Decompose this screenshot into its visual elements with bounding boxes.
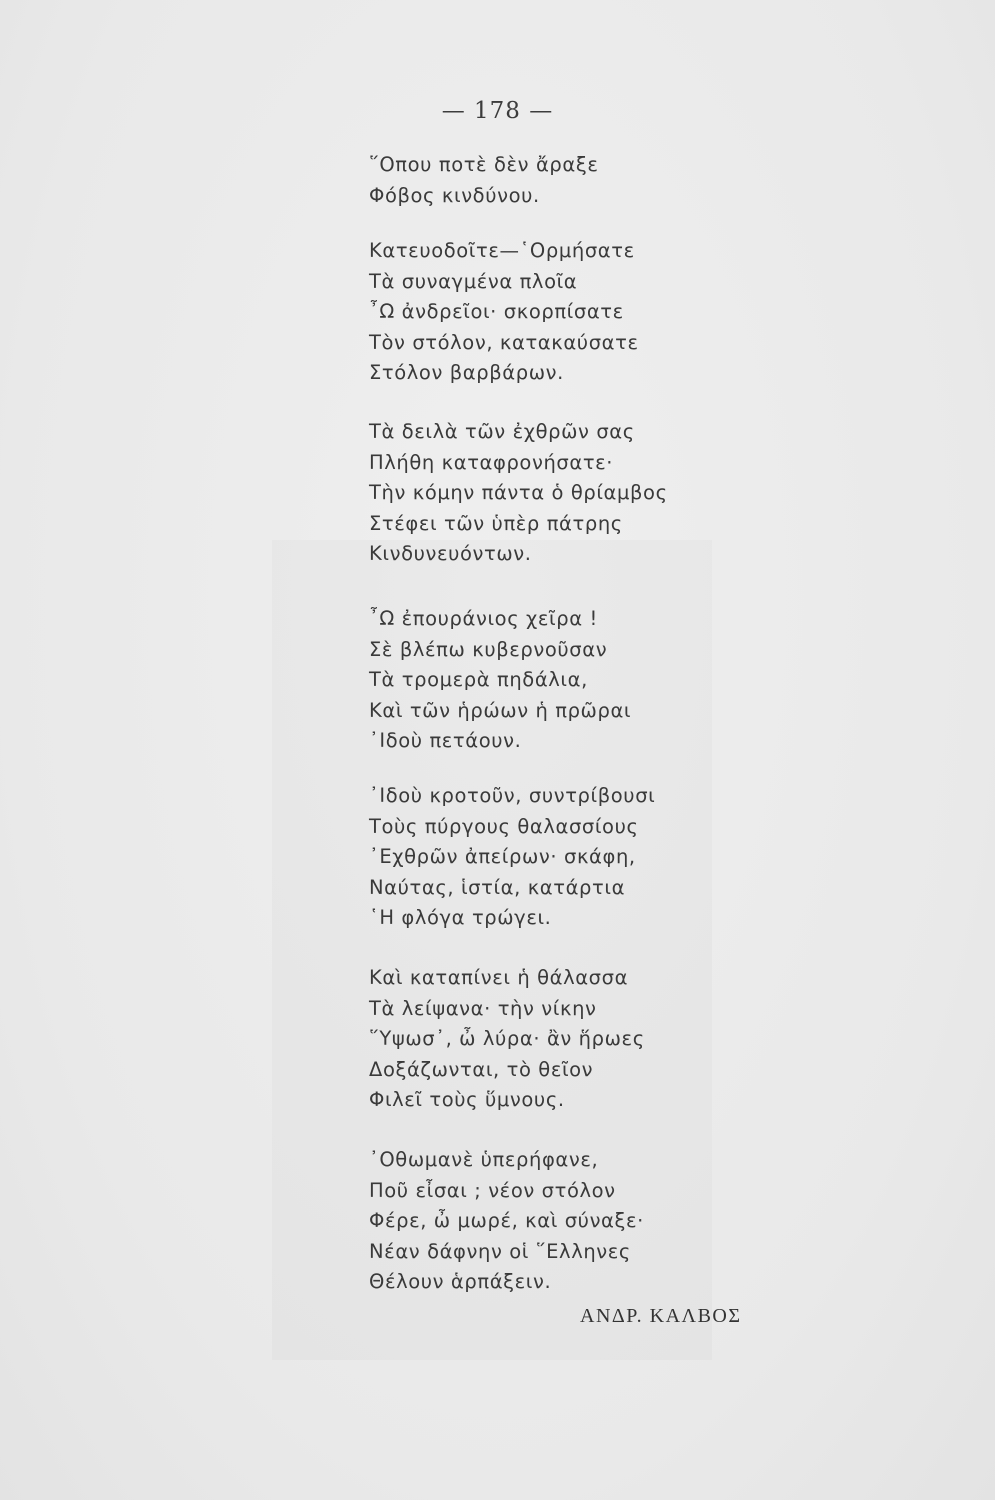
poem-line: ᾿Ιδοὺ πετάουν.: [369, 729, 522, 752]
poem-line: Δοξάζωνται, τὸ θεῖον: [369, 1057, 594, 1081]
poem-line: ῏Ω ἐπουράνιος χεῖρα !: [369, 607, 598, 630]
poem-line: Ναύτας, ἱστία, κατάρτια: [369, 875, 626, 899]
poem-line: Τοὺς πύργους θαλασσίους: [369, 814, 639, 838]
stanza-4: [369, 604, 631, 757]
author-signature: ΑΝΔΡ. ΚΑΛΒΟΣ: [580, 1305, 742, 1327]
poem-line: Καὶ καταπίνει ἡ θάλασσα: [369, 966, 629, 989]
poem-line: Σὲ βλέπω κυβερνοῦσαν: [369, 637, 608, 661]
poem-line: ῾Η φλόγα τρώγει.: [369, 906, 552, 929]
stanza-5: [369, 781, 655, 934]
poem-line: ᾿Ιδοὺ κροτοῦν, συντρίβουσι: [369, 784, 656, 807]
poem-line: ῏Ω ἀνδρεῖοι· σκορπίσατε: [369, 300, 624, 323]
poem-line: Κατευοδοῖτε—῾Ορμήσατε: [369, 239, 635, 262]
page-number: — 178 —: [441, 98, 554, 124]
poem-line: Τὸν στόλον, κατακαύσατε: [369, 330, 639, 354]
poem-line: Πλήθη καταφρονήσατε·: [369, 450, 614, 474]
poem-line: ᾿Εχθρῶν ἀπείρων· σκάφη,: [369, 845, 636, 868]
poem-line: ᾿Οθωμανὲ ὑπερήφανε,: [369, 1148, 599, 1171]
poem-line: Στέφει τῶν ὑπὲρ πάτρης: [369, 511, 623, 535]
poem-line: Καὶ τῶν ἡρώων ἡ πρῶραι: [369, 698, 632, 722]
poem-line: Κινδυνευόντων.: [369, 542, 532, 565]
poem-line: Τὴν κόμην πάντα ὁ θρίαμβος: [369, 481, 668, 504]
poem-line: Φέρε, ὦ μωρέ, καὶ σύναξε·: [369, 1209, 644, 1232]
poem-line: ῞Οπου ποτὲ δὲν ἄραξε: [369, 153, 599, 176]
poem-line: Φόβος κινδύνου.: [369, 183, 540, 207]
stanza-3: [369, 417, 668, 570]
poem-line: ῞Υψωσ᾽, ὦ λύρα· ἂν ἥρωες: [369, 1027, 645, 1050]
poem-line: Τὰ λείψανα· τὴν νίκην: [369, 996, 597, 1020]
stanza-2: [369, 236, 639, 389]
poem-line: Θέλουν ἁρπάξειν.: [369, 1270, 552, 1293]
poem-line: Νέαν δάφνην οἱ ῞Ελληνες: [369, 1239, 631, 1263]
poem-line: Ποῦ εἶσαι ; νέον στόλον: [369, 1178, 616, 1202]
stanza-1: [369, 150, 598, 211]
poem-line: Τὰ συναγμένα πλοῖα: [369, 269, 578, 293]
poem-line: Φιλεῖ τοὺς ὕμνους.: [369, 1088, 565, 1111]
poem-line: Τὰ δειλὰ τῶν ἐχθρῶν σας: [369, 420, 635, 443]
stanza-7: [369, 1145, 644, 1298]
poem-line: Στόλον βαρβάρων.: [369, 361, 564, 384]
poem-line: Τὰ τρομερὰ πηδάλια,: [369, 668, 588, 691]
stanza-6: [369, 963, 645, 1116]
